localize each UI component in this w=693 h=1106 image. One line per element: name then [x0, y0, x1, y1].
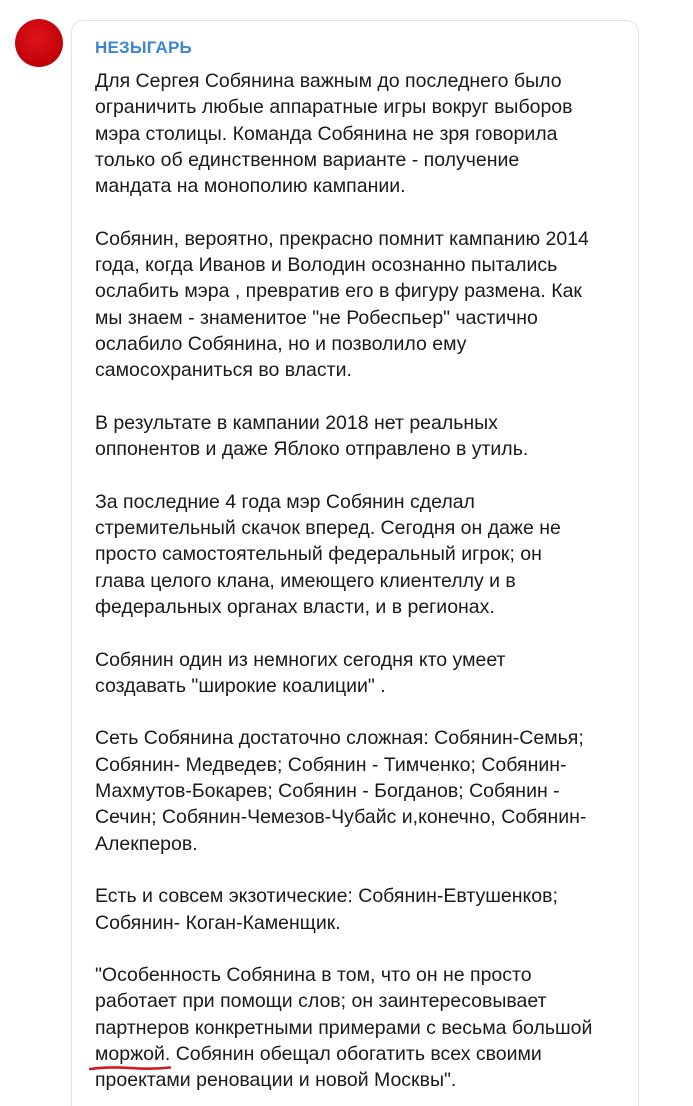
channel-name[interactable]: НЕЗЫГАРЬ — [95, 38, 192, 57]
red-underline-annotation — [89, 1064, 171, 1072]
message-paragraph: Для Сергея Собянина важным до последнего было ограничить любые аппаратные игры вокруг выборов мэра столицы. Команда Собянина не зря говорила только об единственном варианте - получение мандата на монополию кампании. — [95, 70, 573, 198]
message-paragraph: Сеть Собянина достаточно сложная: Собянин-Семья; Собянин- Медведев; Собянин - Тимченко; Собянин- Махмутов-Бокарев; Собянин - Богданов; Собянин - Сечин; Собянин-Чемезов-Чубайс и,конечно, Собянин- Алекперов. — [95, 727, 587, 855]
message-text — [95, 68, 630, 1106]
message-paragraph: В результате в кампании 2018 нет реальных оппонентов и даже Яблоко отправлено в утиль. — [95, 411, 529, 461]
message-paragraph: За последние 4 года мэр Собянин сделал стремительный скачок вперед. Сегодня он даже не просто самостоятельный федеральный игрок; он глава целого клана, имеющего клиентеллу и в федеральных органах власти, и в регионах. — [95, 490, 561, 618]
channel-avatar[interactable] — [15, 19, 63, 67]
message-paragraph: Собянин один из немногих сегодня кто умеет создавать "широкие коалиции" . — [95, 648, 506, 697]
message-paragraph: Есть и совсем экзотические: Собянин-Евтушенков; Собянин- Коган-Каменщик. — [95, 885, 558, 934]
message-paragraph: "Особенность Собянина в том, что он не просто работает при помощи слов; он заинтересовывает партнеров конкретными примерами с весьма большой моржой. Собянин обещал обогатить всех своими проектами реновации и новой Москвы". — [95, 964, 593, 1092]
message-paragraph: Собянин, вероятно, прекрасно помнит кампанию 2014 года, когда Иванов и Володин осознанно пытались ослабить мэра , превратив его в фигуру размена. Как мы знаем - знаменитое "не Робеспьер" частично ослабило Собянина, но и позволило ему самосохраниться во власти. — [95, 227, 589, 382]
